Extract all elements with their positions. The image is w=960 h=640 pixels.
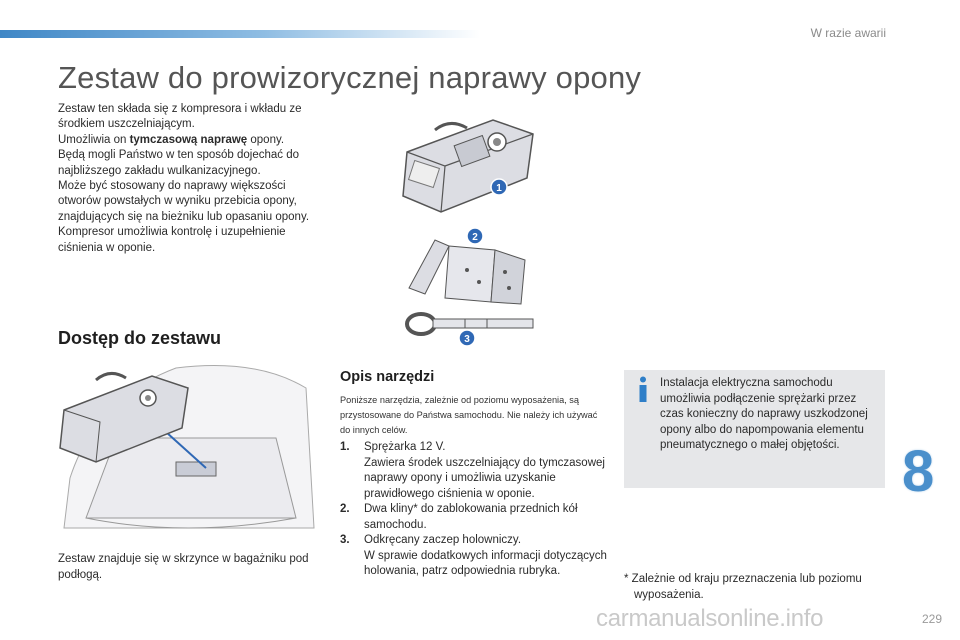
intro-text [58,102,323,256]
list-item-title: Dwa kliny* do zablokowania przednich kół samochodu. [364,503,578,531]
header-accent-bar [0,30,480,38]
access-caption: Zestaw znajduje się w skrzynce w bagażniku pod podłogą. [58,553,309,581]
intro-text-run: Umożliwia on [58,133,130,146]
intro-paragraph: Będą mogli Państwo w ten sposób dojechać do najbliższego zakładu wulkanizacyjnego. [58,149,300,177]
section-name: W razie awarii [810,26,886,40]
list-number: 2. [340,503,350,515]
list-number: 1. [340,441,350,453]
marker-label: 1 [496,183,502,194]
list-item [340,440,610,502]
list-item [340,533,610,580]
list-item-title: Sprężarka 12 V. [364,441,446,453]
tools-heading: Opis narzędzi [340,369,435,385]
intro-paragraph [58,133,323,148]
trunk-illustration [56,358,320,538]
intro-text-run: opony. [247,133,285,146]
marker-label: 2 [472,232,478,243]
list-item-title: Odkręcany zaczep holowniczy. [364,534,522,546]
info-icon [637,376,649,402]
intro-emphasis: tymczasową naprawę [129,133,248,146]
chocks-drawing [409,240,525,304]
list-number: 3. [340,534,350,546]
page-title: Zestaw do prowizorycznej naprawy opony [58,60,642,95]
tool-list [340,440,610,580]
intro-paragraph: Kompresor umożliwia kontrolę i uzupełnienie ciśnienia w oponie. [58,226,286,254]
watermark: carmanualsonline.info [596,605,824,632]
info-box [624,370,885,488]
tools-illustration [395,112,545,352]
compressor-drawing [403,120,533,212]
intro-paragraph: Może być stosowany do naprawy większości otworów powstałych w wyniku przebicia opony, znajdujących się na bieżniku lub opasaniu opony. [58,180,310,223]
info-text: Instalacja elektryczna samochodu umożliwia podłączenie sprężarki przez czas konieczny do naprawy uszkodzonej opony albo do napompowania elementu pneumatycznego o małej objętości. [660,377,868,452]
page-number: 229 [921,612,942,626]
marker-label: 3 [464,334,470,345]
chapter-number: 8 [902,439,935,504]
tools-lead: Poniższe narzędzia, zależnie od poziomu wyposażenia, są przystosowane do Państwa samochodu. Nie należy ich używać do innych celów. [340,395,598,435]
list-item-detail: Zawiera środek uszczelniający do tymczasowej naprawy opony i umożliwia uzyskanie prawidłowego ciśnienia w oponie. [364,456,605,500]
intro-paragraph: Zestaw ten składa się z kompresora i wkładu ze środkiem uszczelniającym. [58,103,302,131]
access-heading: Dostęp do zestawu [58,328,222,348]
footnote: * Zależnie od kraju przeznaczenia lub poziomu wyposażenia. [624,573,862,601]
list-item-detail: W sprawie dodatkowych informacji dotyczących holowania, patrz odpowiednia rubryka. [364,549,607,577]
list-item [340,502,610,533]
